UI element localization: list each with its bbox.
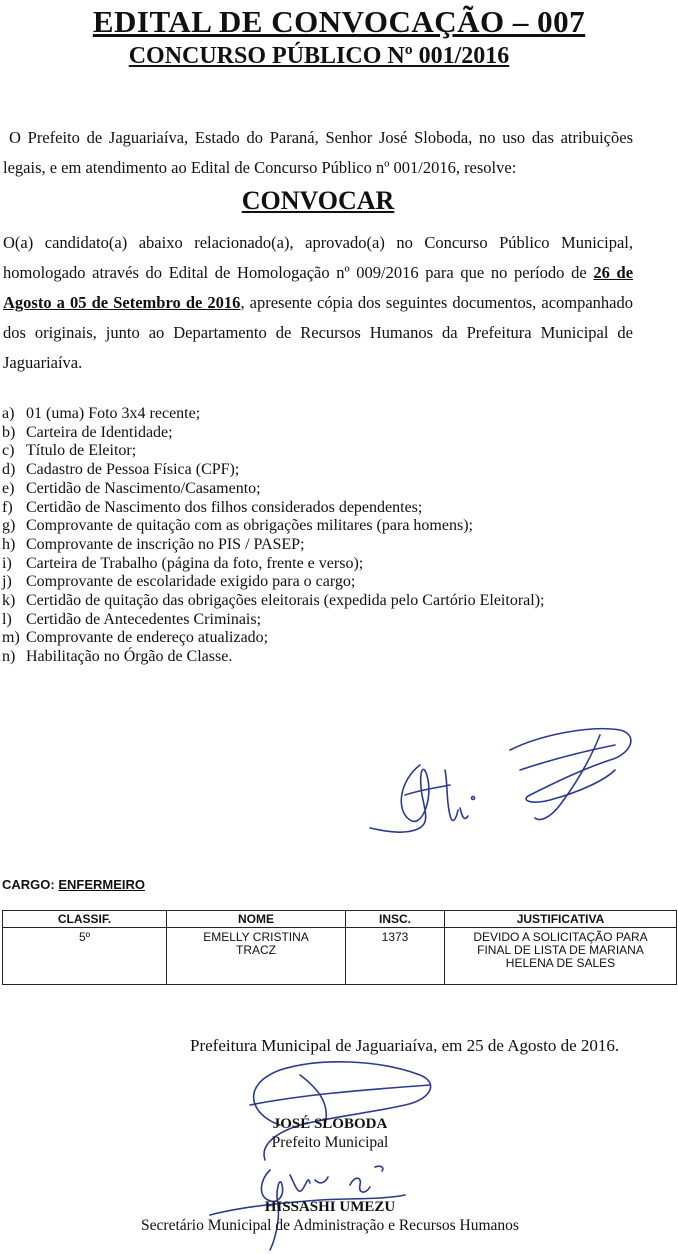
list-item-text: Comprovante de endereço atualizado; bbox=[26, 629, 269, 647]
list-item-letter: l) bbox=[2, 610, 12, 628]
list-item bbox=[2, 629, 642, 648]
body-paragraph bbox=[3, 228, 633, 378]
list-item-letter: m) bbox=[2, 629, 20, 647]
list-item-letter: f) bbox=[2, 498, 13, 516]
signatory-name-secretary: HISSASHI UMEZU bbox=[264, 1199, 396, 1215]
document-subtitle: CONCURSO PÚBLICO Nº 001/2016 bbox=[128, 43, 510, 69]
intro-paragraph: O Prefeito de Jaguariaíva, Estado do Paraná, Senhor José Sloboda, no uso das atribuições legais, e em atendimento ao Edital de Concurso Público nº 001/2016, resolve: bbox=[3, 128, 633, 177]
list-item bbox=[2, 648, 642, 667]
cell-justificativa bbox=[445, 928, 677, 985]
list-item bbox=[2, 442, 642, 461]
list-item-letter: d) bbox=[2, 461, 16, 479]
body-part1: O(a) candidato(a) abaixo relacionado(a), aprovado(a) no Concurso Público Municipal, homologado através do Edital de Homologação nº 009/2016 para que no período de bbox=[3, 233, 633, 282]
list-item-letter: n) bbox=[2, 648, 16, 666]
list-item bbox=[2, 592, 642, 611]
list-item-letter: j) bbox=[2, 573, 12, 591]
list-item-text: Habilitação no Órgão de Classe. bbox=[26, 648, 233, 666]
list-item-text: 01 (uma) Foto 3x4 recente; bbox=[26, 405, 201, 422]
cargo-label: CARGO: bbox=[2, 877, 55, 892]
list-item bbox=[2, 536, 642, 555]
list-item-letter: e) bbox=[2, 479, 15, 497]
document-list bbox=[2, 405, 642, 667]
list-item-letter: b) bbox=[2, 423, 16, 441]
list-item-text: Comprovante de quitação com as obrigações militares (para homens); bbox=[26, 517, 473, 535]
list-item bbox=[2, 573, 642, 592]
cell-nome-text: EMELLY CRISTINA TRACZ bbox=[203, 930, 309, 957]
header-classif: CLASSIF. bbox=[3, 911, 167, 928]
list-item-letter: k) bbox=[2, 592, 16, 610]
document-title: EDITAL DE CONVOCAÇÃO – 007 bbox=[92, 4, 586, 39]
list-item-text: Certidão de Nascimento/Casamento; bbox=[26, 479, 261, 497]
body-part2: , apresente cópia dos seguintes documentos, acompanhado dos originais, junto ao Departamento de Recursos Humanos da Prefeitura Municipal de Jaguariaíva. bbox=[3, 293, 633, 372]
list-item bbox=[2, 499, 642, 518]
cell-classif: 5º bbox=[3, 928, 167, 985]
list-item-letter: h) bbox=[2, 535, 16, 553]
list-item bbox=[2, 517, 642, 536]
list-item-text: Comprovante de inscrição no PIS / PASEP; bbox=[26, 535, 305, 553]
list-item-text: Carteira de Trabalho (página da foto, frente e verso); bbox=[26, 554, 364, 572]
list-item-text: Título de Eleitor; bbox=[26, 442, 137, 460]
header-justificativa: JUSTIFICATIVA bbox=[445, 911, 677, 928]
signatory-role-mayor: Prefeito Municipal bbox=[271, 1134, 389, 1151]
list-item-letter: c) bbox=[2, 442, 15, 460]
handwritten-signatures-top bbox=[360, 700, 660, 870]
table-row bbox=[3, 928, 677, 985]
list-item-text: Comprovante de escolaridade exigido para o cargo; bbox=[26, 573, 356, 591]
list-item bbox=[2, 405, 642, 424]
header-insc: INSC. bbox=[346, 911, 445, 928]
cell-nome bbox=[167, 928, 346, 985]
cargo-line bbox=[2, 877, 145, 892]
list-item-letter: i) bbox=[2, 554, 12, 572]
list-item bbox=[2, 555, 642, 574]
convocar-heading: CONVOCAR bbox=[241, 186, 395, 215]
list-item-text: Certidão de Antecedentes Criminais; bbox=[26, 610, 262, 628]
list-item-letter: g) bbox=[2, 517, 16, 535]
list-item bbox=[2, 480, 642, 499]
list-item bbox=[2, 424, 642, 443]
cell-justificativa-text: DEVIDO A SOLICITAÇÃO PARA FINAL DE LISTA DE MARIANA HELENA DE SALES bbox=[473, 930, 648, 970]
candidates-table bbox=[2, 910, 677, 985]
list-item-text: Cadastro de Pessoa Física (CPF); bbox=[26, 461, 240, 479]
list-item-text: Certidão de Nascimento dos filhos considerados dependentes; bbox=[26, 498, 423, 516]
list-item-text: Carteira de Identidade; bbox=[26, 423, 173, 441]
list-item bbox=[2, 461, 642, 480]
header-nome: NOME bbox=[167, 911, 346, 928]
signatory-role-secretary: Secretário Municipal de Administração e Recursos Humanos bbox=[141, 1217, 519, 1234]
list-item-letter: a) bbox=[2, 405, 15, 422]
signatory-name-mayor: JOSÉ SLOBODA bbox=[272, 1116, 388, 1132]
body-period: 26 de Agosto a 05 de Setembro de 2016 bbox=[3, 263, 634, 312]
list-item bbox=[2, 611, 642, 630]
table-header-row bbox=[3, 911, 677, 928]
cargo-value: ENFERMEIRO bbox=[58, 877, 146, 892]
list-item-text: Certidão de quitação das obrigações eleitorais (expedida pelo Cartório Eleitoral); bbox=[26, 592, 545, 610]
place-date: Prefeitura Municipal de Jaguariaíva, em 25 de Agosto de 2016. bbox=[190, 1036, 620, 1055]
cell-insc: 1373 bbox=[346, 928, 445, 985]
